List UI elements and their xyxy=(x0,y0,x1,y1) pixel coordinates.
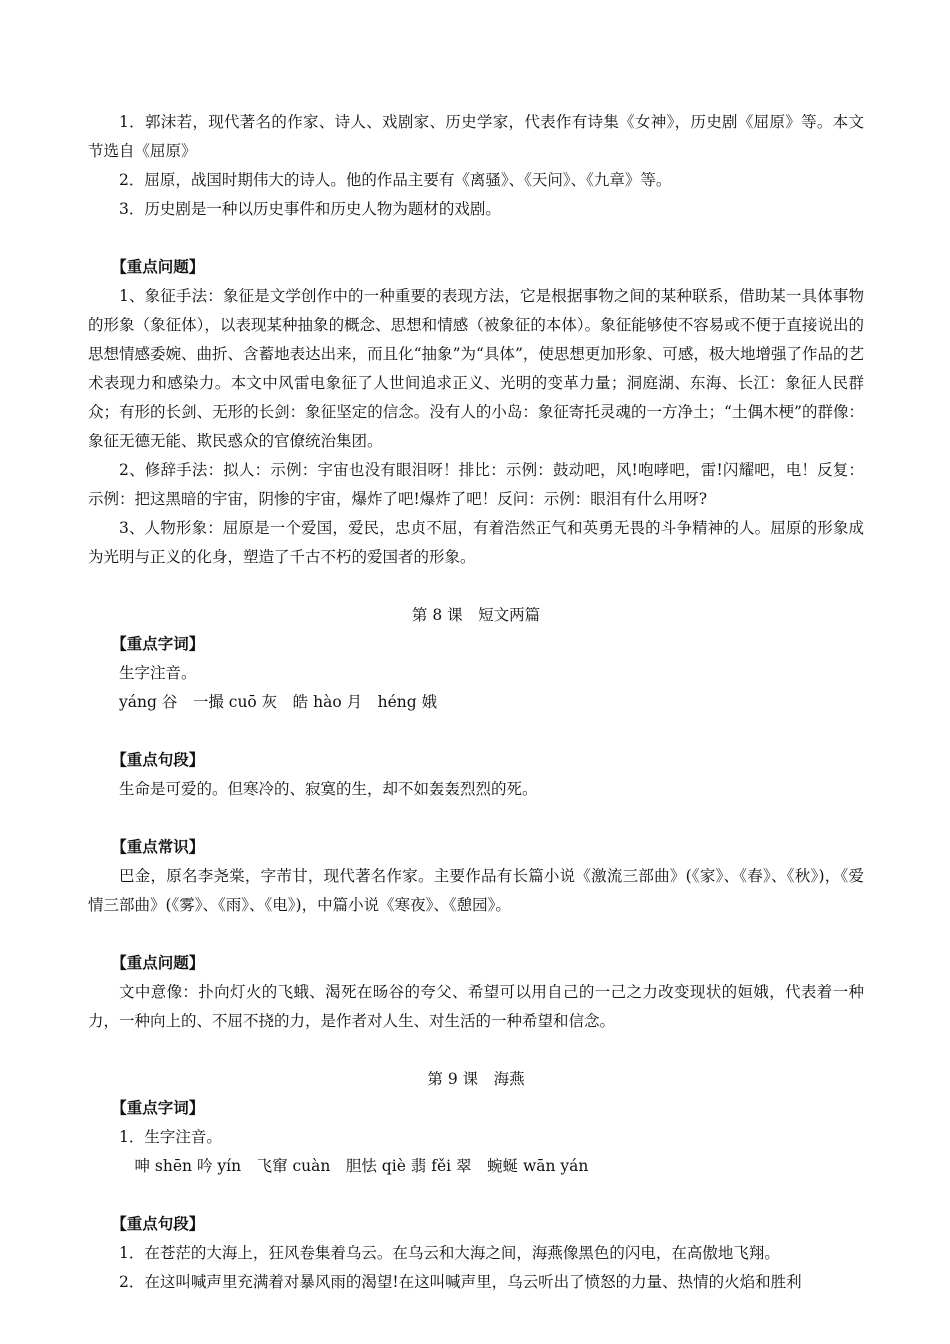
spacer xyxy=(88,572,864,601)
lesson-9-sentence-2: 2．在这叫喊声里充满着对暴风雨的渴望!在这叫喊声里，乌云听出了愤怒的力量、热情的火焰和胜利 xyxy=(119,1273,802,1291)
lesson-9-words-heading: 【重点字词】 xyxy=(111,1099,205,1117)
issue-symbolism: 1、象征手法：象征是文学创作中的一种重要的表现方法，它是根据事物之间的某种联系，借助某一具体事物的形象（象征体），以表现某种抽象的概念、思想和情感（被象征的本体）。象征能够使不容易或不便于直接说出的思想情感委婉、曲折、含蓄地表达出来，而且化“抽象”为“具体”，使思想更加形象、可感，极大地增强了作品的艺术表现力和感染力。本文中风雷电象征了人世间追求正义、光明的变革力量；洞庭湖、东海、长江：象征人民群众；有形的长剑、无形的长剑：象征坚定的信念。没有人的小岛：象征寄托灵魂的一方净土；“土偶木梗”的群像：象征无德无能、欺民惑众的官僚统治集团。 xyxy=(88,287,864,450)
lesson-9-title: 第 9 课 海燕 xyxy=(427,1070,525,1088)
note-3: 3．历史剧是一种以历史事件和历史人物为题材的戏剧。 xyxy=(119,200,501,218)
section-heading-issues: 【重点问题】 xyxy=(111,258,205,276)
lesson-9-sentence-1: 1．在苍茫的大海上，狂风卷集着乌云。在乌云和大海之间，海燕像黑色的闪电，在高傲地飞翔。 xyxy=(119,1244,780,1262)
issue-character: 3、人物形象：屈原是一个爱国，爱民，忠贞不屈，有着浩然正气和英勇无畏的斗争精神的人。屈原的形象成为光明与正义的化身，塑造了千古不朽的爱国者的形象。 xyxy=(88,519,864,566)
document-page xyxy=(88,108,864,1297)
lesson-8-words-pinyin: yáng 谷 一撮 cuō 灰 皓 hào 月 héng 娥 xyxy=(119,693,438,711)
spacer xyxy=(88,717,864,746)
lesson-8-issues-heading: 【重点问题】 xyxy=(111,954,205,972)
note-1: 1．郭沫若，现代著名的作家、诗人、戏剧家、历史学家，代表作有诗集《女神》，历史剧《屈原》等。本文节选自《屈原》 xyxy=(88,113,864,160)
issue-rhetoric: 2、修辞手法：拟人：示例：宇宙也没有眼泪呀！排比：示例：鼓动吧，风!咆哮吧，雷!闪耀吧，电！反复：示例：把这黑暗的宇宙，阴惨的宇宙，爆炸了吧!爆炸了吧！反问：示例：眼泪有什么用呀? xyxy=(88,461,864,508)
lesson-8-words-intro: 生字注音。 xyxy=(119,664,197,682)
lesson-9-sentences-heading: 【重点句段】 xyxy=(111,1215,205,1233)
lesson-8-words-heading: 【重点字词】 xyxy=(111,635,205,653)
lesson-8-sentence: 生命是可爱的。但寒冷的、寂寞的生，却不如轰轰烈烈的死。 xyxy=(119,780,538,798)
spacer xyxy=(88,920,864,949)
lesson-9-words-intro: 1．生字注音。 xyxy=(119,1128,222,1146)
spacer xyxy=(88,224,864,253)
lesson-8-knowledge-heading: 【重点常识】 xyxy=(111,838,205,856)
spacer xyxy=(88,1181,864,1210)
lesson-9-words-pinyin: 呻 shēn 吟 yín 飞窜 cuàn 胆怯 qiè 翡 fěi 翠 蜿蜒 wān yán xyxy=(134,1157,589,1175)
spacer xyxy=(88,804,864,833)
lesson-8-issues: 文中意像：扑向灯火的飞蛾、渴死在旸谷的夸父、希望可以用自己的一己之力改变现状的姮娥，代表着一种力，一种向上的、不屈不挠的力，是作者对人生、对生活的一种希望和信念。 xyxy=(88,983,864,1030)
lesson-8-title: 第 8 课 短文两篇 xyxy=(411,606,541,624)
lesson-8-knowledge: 巴金，原名李尧棠，字芾甘，现代著名作家。主要作品有长篇小说《激流三部曲》(《家》、《春》、《秋》)，《爱情三部曲》(《雾》、《雨》、《电》)，中篇小说《寒夜》、《憩园》。 xyxy=(88,867,864,914)
note-2: 2．屈原，战国时期伟大的诗人。他的作品主要有《离骚》、《天问》、《九章》等。 xyxy=(119,171,672,189)
spacer xyxy=(88,1036,864,1065)
lesson-8-sentences-heading: 【重点句段】 xyxy=(111,751,205,769)
